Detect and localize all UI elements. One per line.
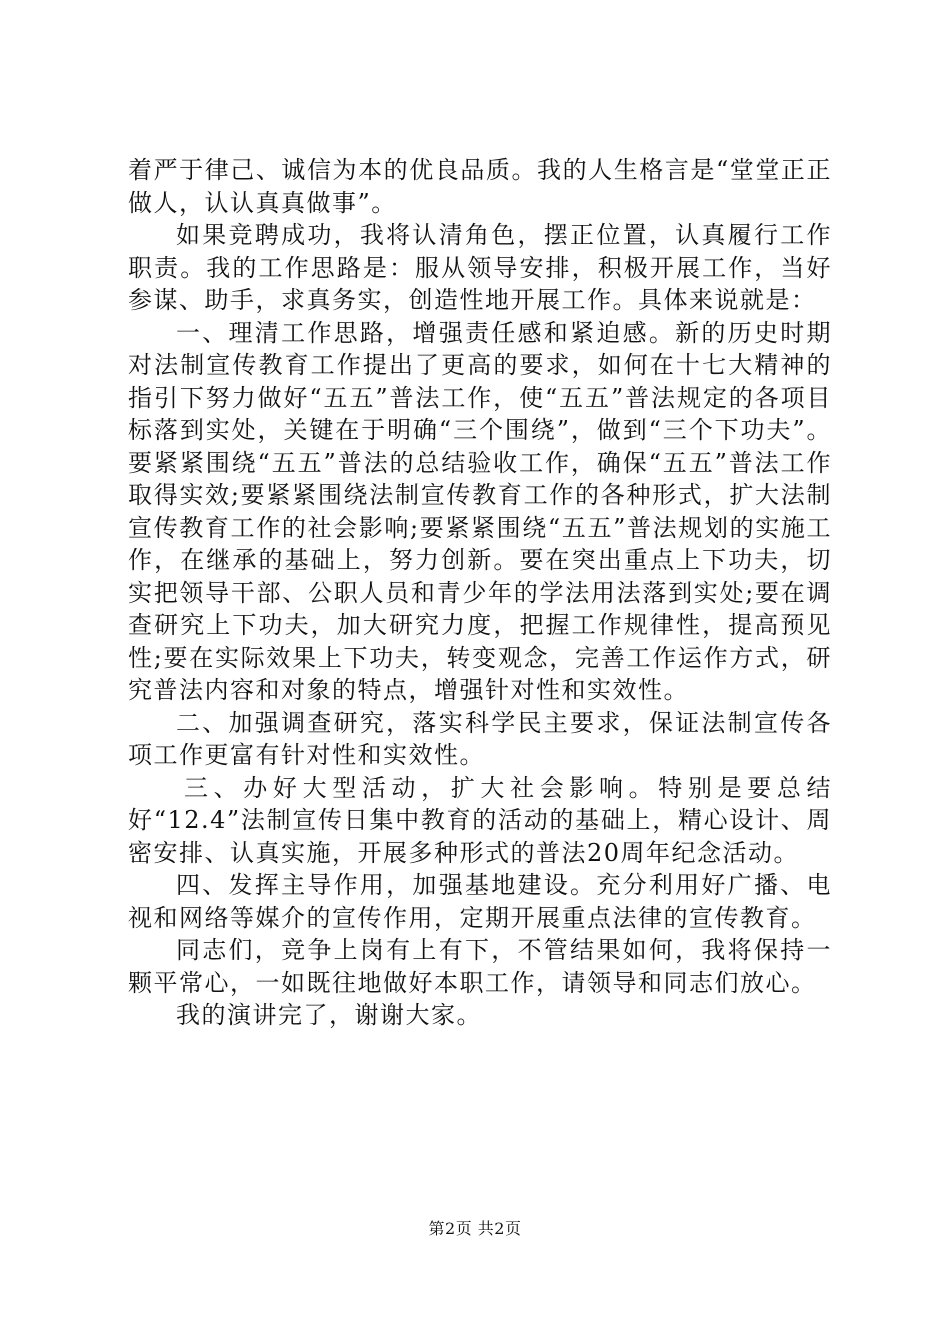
page-number-footer: 第2页 共2页 bbox=[428, 1219, 522, 1238]
paragraph-point-four: 四、发挥主导作用，加强基地建设。充分利用好广播、电视和网络等媒介的宣传作用，定期开展重点法律的宣传教育。 bbox=[128, 871, 832, 932]
paragraph-continuation: 着严于律己、诚信为本的优良品质。我的人生格言是“堂堂正正做人，认认真真做事”。 bbox=[128, 156, 832, 217]
paragraph-intro: 如果竞聘成功，我将认清角色，摆正位置，认真履行工作职责。我的工作思路是：服从领导安排，积极开展工作，当好参谋、助手，求真务实，创造性地开展工作。具体来说就是： bbox=[128, 221, 832, 314]
paragraph-closing: 同志们，竞争上岗有上有下，不管结果如何，我将保持一颗平常心，一如既往地做好本职工作，请领导和同志们放心。 bbox=[128, 936, 832, 997]
paragraph-thanks: 我的演讲完了，谢谢大家。 bbox=[176, 1001, 482, 1029]
paragraph-point-two: 二、加强调查研究，落实科学民主要求，保证法制宣传各项工作更富有针对性和实效性。 bbox=[128, 708, 832, 769]
document-body bbox=[128, 154, 832, 1032]
paragraph-point-three: 三、办好大型活动，扩大社会影响。特别是要总结好“12.4”法制宣传日集中教育的活动的基础上，精心设计、周密安排、认真实施，开展多种形式的普法20周年纪念活动。 bbox=[128, 773, 832, 867]
paragraph-point-one: 一、理清工作思路，增强责任感和紧迫感。新的历史时期对法制宣传教育工作提出了更高的要求，如何在十七大精神的指引下努力做好“五五”普法工作，使“五五”普法规定的各项目标落到实处，关键在于明确“三个围绕”，做到“三个下功夫”。要紧紧围绕“五五”普法的总结验收工作，确保“五五”普法工作取得实效;要紧紧围绕法制宣传教育工作的各种形式，扩大法制宣传教育工作的社会影响;要紧紧围绕“五五”普法规划的实施工作，在继承的基础上，努力创新。要在突出重点上下功夫，切实把领导干部、公职人员和青少年的学法用法落到实处;要在调查研究上下功夫，加大研究力度，把握工作规律性，提高预见性;要在实际效果上下功夫，转变观念，完善工作运作方式，研究普法内容和对象的特点，增强针对性和实效性。 bbox=[128, 318, 832, 704]
